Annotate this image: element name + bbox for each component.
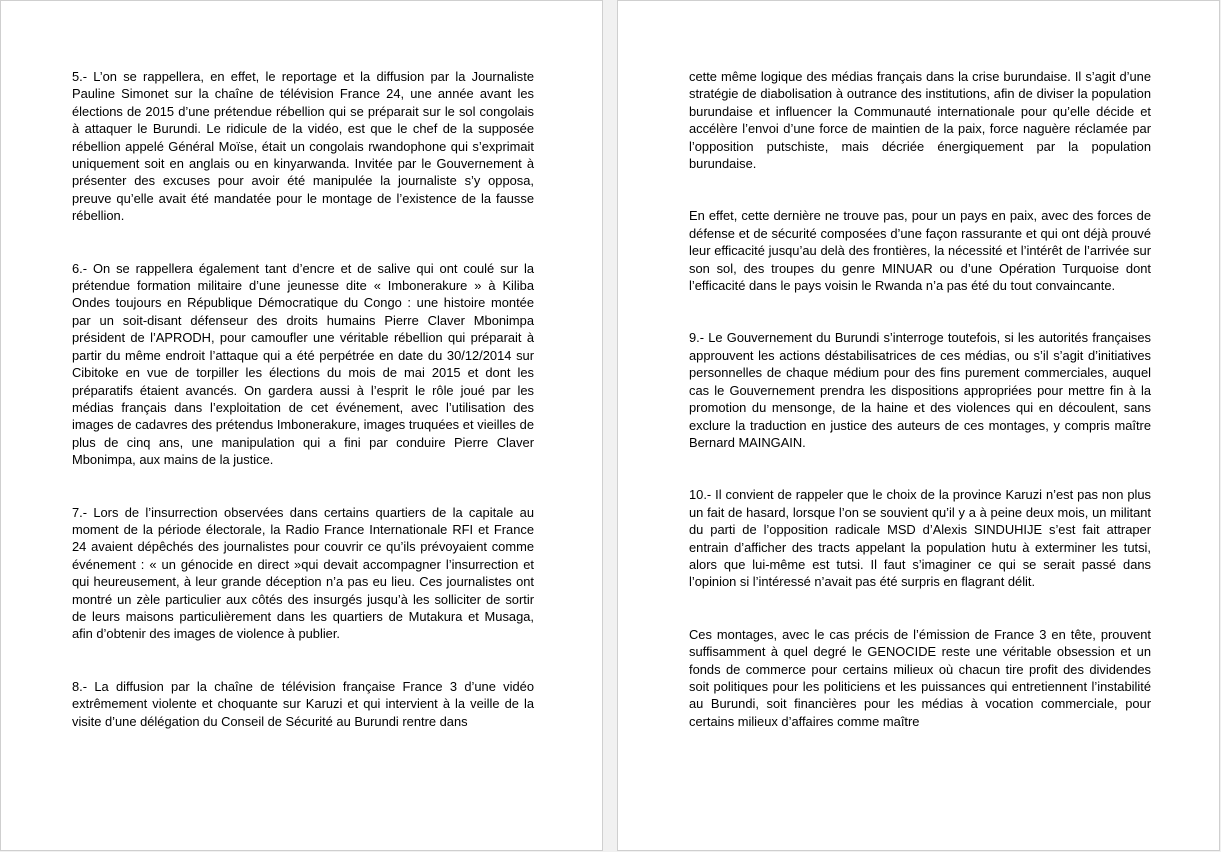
paragraph-5: 5.- L’on se rappellera, en effet, le reportage et la diffusion par la Journaliste Pauline Simonet sur la chaîne de télévision France 24, une année avant les élections de 2015 d’une prétendue rébellion qui se préparait sur le sol congolais à attaquer le Burundi. Le ridicule de la vidéo, est que le chef de la supposée rébellion appelé Général Moïse, était un congolais rwandophone qui s’exprimait uniquement soit en anglais ou en kinyarwanda. Invitée par le Gouvernement à présenter des excuses pour avoir été manipulée la journaliste s’y opposa, preuve qu’elle avait été mandatée pour le montage de l’existence de la fausse rébellion.: [72, 69, 534, 224]
document-page-left: [0, 0, 603, 851]
paragraph-6: 6.- On se rappellera également tant d’encre et de salive qui ont coulé sur la prétendue formation militaire d’une jeunesse dite « Imbonerakure » à Kiliba Ondes toujours en République Démocratique du Congo : une histoire montée par un soit-disant défenseur des droits humains Pierre Claver Mbonimpa président de l’APRODH, pour camoufler une véritable rébellion qui préparait à partir du même endroit l’attaque qui a été perpétrée en date du 30/12/2014 sur Cibitoke en vue de torpiller les élections du mois de mai 2015 et dont les préparatifs étaient avancés. On gardera aussi à l’esprit le rôle joué par les médias français dans l’exploitation de cet événement, avec l’utilisation des images de cadavres des prétendus Imbonerakure, images truquées et vieilles de plus de cinq ans, une manipulation qui a fini par conduire Pierre Claver Mbonimpa, aux mains de la justice.: [72, 260, 534, 468]
paragraph-8: 8.- La diffusion par la chaîne de télévision française France 3 d’une vidéo extrêmement violente et choquante sur Karuzi et qui intervient à la veille de la visite d’une délégation du Conseil de Sécurité au Burundi rentre dans: [72, 678, 534, 729]
paragraph-ces-montages: Ces montages, avec le cas précis de l’émission de France 3 en tête, prouvent suffisamment à quel degré le GENOCIDE reste une véritable obsession et un fonds de commerce pour certains milieux où chacun tire profit des dividendes soit politiques pour les politiciens et les puissances qui entretiennent l’instabilité au Burundi, soit financières pour les médias à vocation commerciale, pour certains milieux d’affaires comme maître: [689, 626, 1151, 729]
paragraph-en-effet: En effet, cette dernière ne trouve pas, pour un pays en paix, avec des forces de défense et de sécurité composées d’une façon rassurante et qui ont déjà prouvé leur efficacité jusqu’au delà des frontières, la nécessité et l’intérêt de l’arrivée sur son sol, des troupes du genre MINUAR ou d’une Opération Turquoise dont l’efficacité dans le pays voisin le Rwanda n’a pas été du tout convaincante.: [689, 208, 1151, 294]
paragraph-7: 7.- Lors de l’insurrection observées dans certains quartiers de la capitale au moment de la période électorale, la Radio France Internationale RFI et France 24 avaient dépêchés des journalistes pour couvrir ce qu’ils prévoyaient comme événement : « un génocide en direct »qui devait accompagner l’insurrection et qui heureusement, à leur grande déception n’a pas eu lieu. Ces journalistes ont montré un zèle particulier aux côtés des insurgés jusqu’à les solliciter de sortir de leurs maisons particulièrement dans les quartiers de Mutakura et Musaga, afin d’obtenir des images de violence à publier.: [72, 504, 534, 642]
paragraph-9: 9.- Le Gouvernement du Burundi s’interroge toutefois, si les autorités françaises approuvent les actions déstabilisatrices de ces médias, ou s’il s’agit d’initiatives personnelles de chaque médium pour des fins purement commerciales, auquel cas le Gouvernement prendra les dispositions appropriées pour mettre fin à la promotion du mensonge, de la haine et des violences qui en découlent, sans exclure la traduction en justice des auteurs de ces montages, y compris maître Bernard MAINGAIN.: [689, 330, 1151, 450]
page-text-column: [72, 68, 534, 730]
page-text-column: [689, 68, 1151, 730]
document-page-right: [617, 0, 1220, 851]
paragraph-10: 10.- Il convient de rappeler que le choix de la province Karuzi n’est pas non plus un fait de hasard, lorsque l’on se souvient qu’il y a à peine deux mois, un militant du parti de l’opposition radicale MSD d’Alexis SINDUHIJE s’est fait attraper entrain d’afficher des tracts appelant la population hutu à exterminer les tutsi, alors que lui-même est tutsi. Il faut s’imaginer ce qui se serait passé dans l’opinion si l’intéressé n’avait pas été surpris en flagrant délit.: [689, 487, 1151, 590]
paragraph-8-continued: cette même logique des médias français dans la crise burundaise. Il s’agit d’une stratégie de diabolisation à outrance des institutions, afin de diviser la population burundaise et influencer la Communauté internationale pour qu’elle décide et accélère l’envoi d’une force de maintien de la paix, force naguère réclamée par l’opposition putschiste, mais décriée énergiquement par la population burundaise.: [689, 69, 1151, 172]
